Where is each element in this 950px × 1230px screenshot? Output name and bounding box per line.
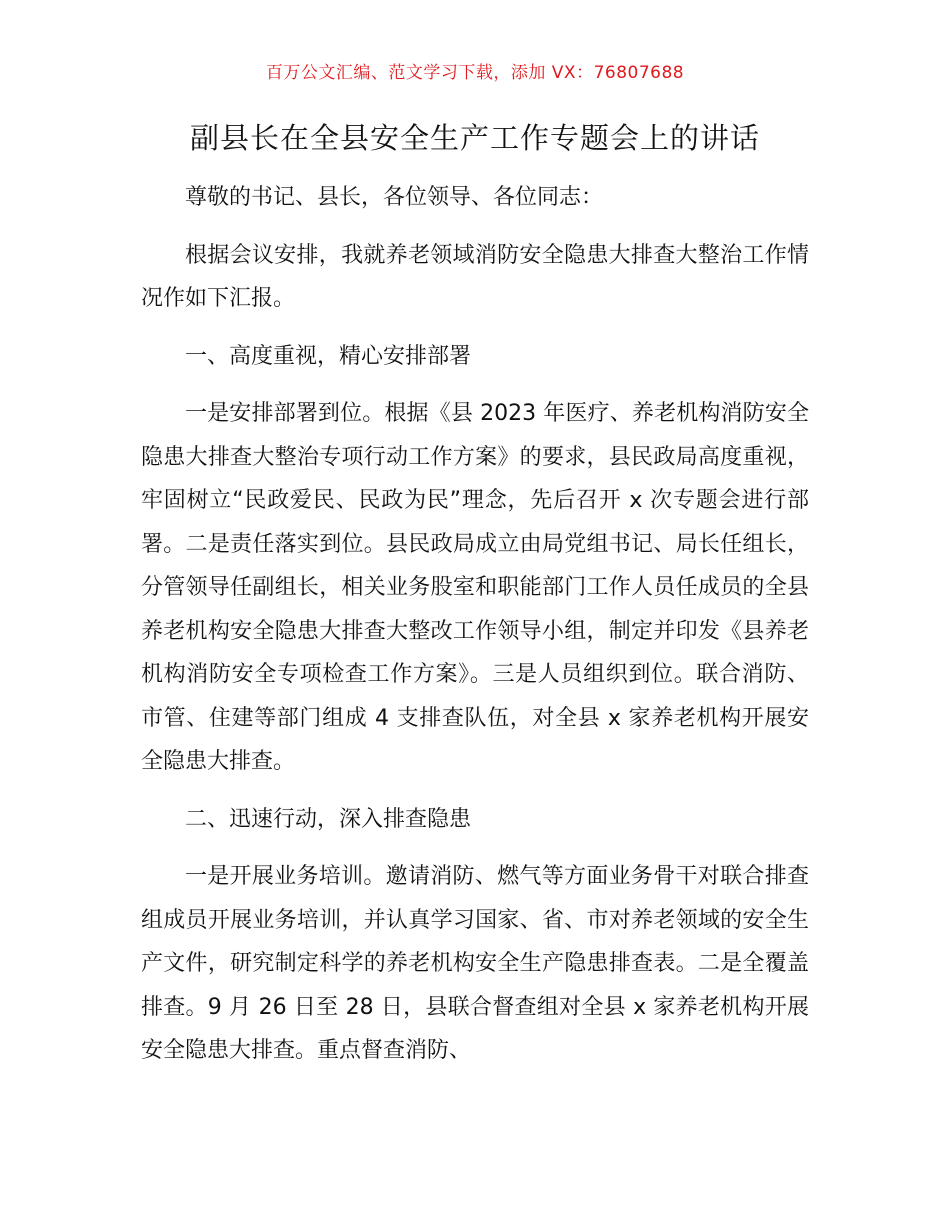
salutation-paragraph: 尊敬的书记、县长，各位领导、各位同志： [185, 185, 604, 210]
section-heading-2: 二、迅速行动，深入排查隐患 [185, 806, 472, 832]
section-2-paragraph: 一是开展业务培训。邀请消防、燃气等方面业务骨干对联合排查组成员开展业务培训，并认真学习国家、省、市对养老领域的安全生产文件，研究制定科学的养老机构安全生产隐患排查表。二是全覆盖排查。9 月 26 日至 28 日，县联合督查组对全县 x 家养老机构开展安全隐患大排查。重点督查消防、 [141, 864, 809, 1063]
document-body [141, 176, 809, 1087]
section-heading-1: 一、高度重视，精心安排部署 [185, 343, 472, 369]
header-watermark-note: 百万公文汇编、范文学习下载，添加 VX：76807688 [265, 63, 685, 83]
page-title: 副县长在全县安全生产工作专题会上的讲话 [189, 121, 760, 155]
intro-paragraph: 根据会议安排，我就养老领域消防安全隐患大排查大整治工作情况作如下汇报。 [141, 242, 809, 311]
section-1-paragraph: 一是安排部署到位。根据《县 2023 年医疗、养老机构消防安全隐患大排查大整治专项行动工作方案》的要求，县民政局高度重视，牢固树立“民政爱民、民政为民”理念，先后召开 x 次专题会进行部署。二是责任落实到位。县民政局成立由局党组书记、局长任组长，分管领导任副组长，相关业务股室和职能部门工作人员任成员的全县养老机构安全隐患大排查大整改工作领导小组，制定并印发《县养老机构消防安全专项检查工作方案》。三是人员组织到位。联合消防、市管、住建等部门组成 4 支排查队伍，对全县 x 家养老机构开展安全隐患大排查。 [141, 401, 809, 774]
